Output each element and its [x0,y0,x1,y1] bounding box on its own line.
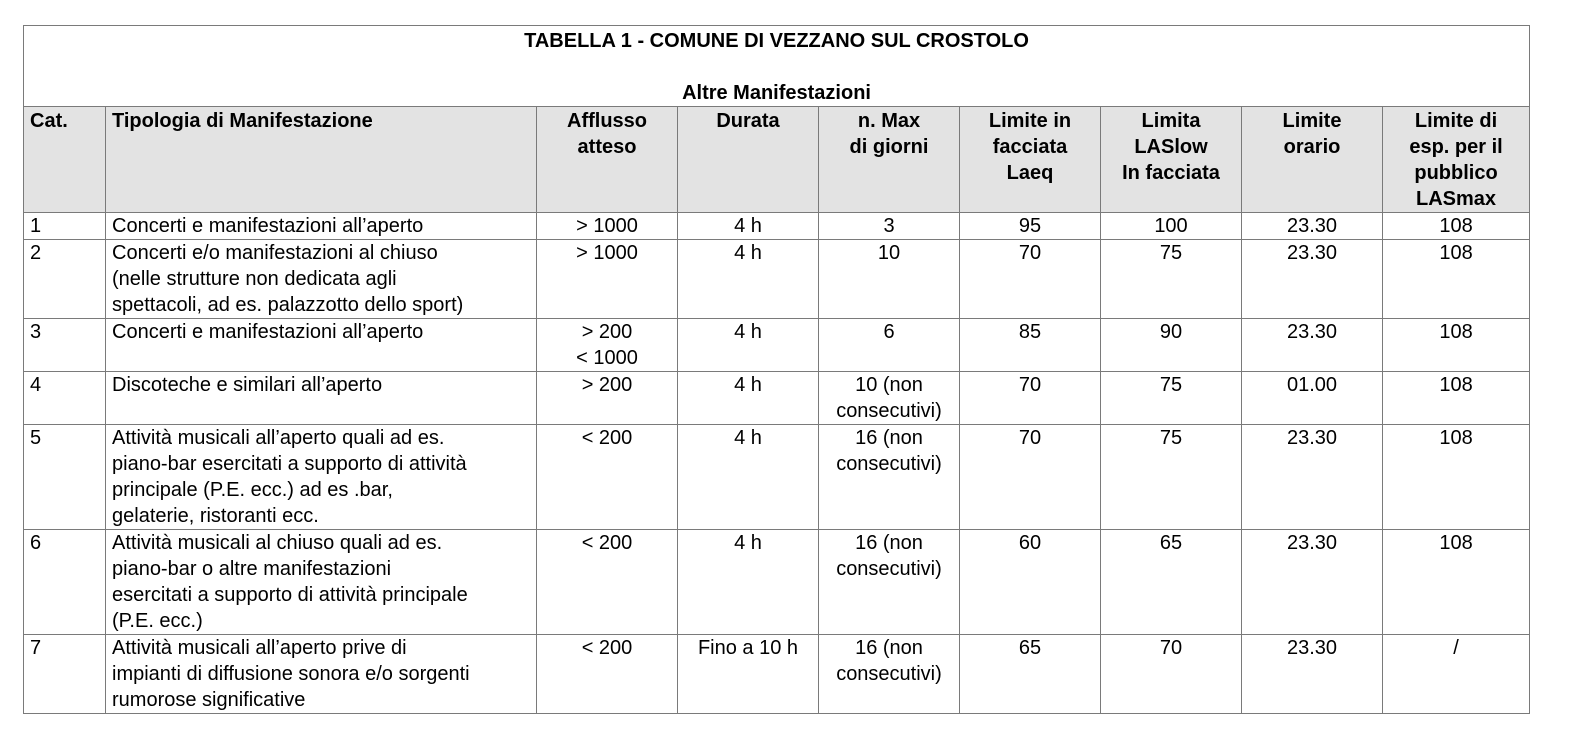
header-tipologia [106,107,537,213]
cell-orario: 23.30 [1242,319,1383,372]
table-row [24,635,1530,714]
header-line: Laeq [1006,162,1054,184]
cell-tipologia [106,213,537,240]
cell-afflusso [537,372,678,425]
cell-cat: 2 [24,240,106,319]
cell-tipologia [106,530,537,635]
header-line: Tipologia di Manifestazione [112,110,373,132]
cell-laeq: 95 [960,213,1101,240]
header-line: atteso [577,136,637,158]
cell-line: 16 (non [855,427,923,449]
cell-laslow: 75 [1101,372,1242,425]
cell-afflusso [537,240,678,319]
header-line: di giorni [849,136,929,158]
cell-line: 10 [877,242,901,264]
cell-durata: Fino a 10 h [678,635,819,714]
cell-line: (P.E. ecc.) [112,610,203,632]
cell-line: < 1000 [576,347,638,369]
cell-durata: 4 h [678,319,819,372]
cell-line: > 200 [581,321,633,343]
header-line: Afflusso [567,110,647,132]
cell-line: piano-bar esercitati a supporto di attività [112,453,467,475]
cell-cat: 7 [24,635,106,714]
cell-cat: 3 [24,319,106,372]
cell-line: > 1000 [576,242,638,264]
cell-afflusso [537,213,678,240]
table-title-cell [24,26,1530,107]
cell-laeq: 85 [960,319,1101,372]
cell-afflusso [537,425,678,530]
cell-line: (nelle strutture non dedicata agli [112,268,397,290]
header-line: LASmax [1416,188,1497,210]
table-row [24,425,1530,530]
cell-lasmax: 108 [1383,319,1530,372]
cell-cat: 6 [24,530,106,635]
cell-laslow: 75 [1101,240,1242,319]
cell-giorni [819,240,960,319]
cell-giorni [819,635,960,714]
header-line: esp. per il [1409,136,1503,158]
cell-line: 6 [883,321,895,343]
header-afflusso [537,107,678,213]
cell-line: Discoteche e similari all’aperto [112,374,383,396]
cell-orario: 23.30 [1242,213,1383,240]
cell-laslow: 65 [1101,530,1242,635]
header-line: Cat. [30,110,68,132]
cell-afflusso [537,635,678,714]
cell-laslow: 70 [1101,635,1242,714]
cell-line: Concerti e manifestazioni all’aperto [112,321,424,343]
cell-orario: 23.30 [1242,635,1383,714]
table-row [24,213,1530,240]
cell-line: < 200 [581,637,633,659]
cell-lasmax: 108 [1383,240,1530,319]
cell-orario: 01.00 [1242,372,1383,425]
cell-durata: 4 h [678,213,819,240]
cell-laeq: 60 [960,530,1101,635]
header-line: In facciata [1122,162,1220,184]
document-page [23,25,1529,714]
header-lasmax [1383,107,1530,213]
cell-line: 3 [883,215,895,237]
header-laeq [960,107,1101,213]
table-subtitle: Altre Manifestazioni [682,82,871,104]
table-row [24,240,1530,319]
cell-line: esercitati a supporto di attività principale [112,584,468,606]
cell-line: Attività musicali all’aperto prive di [112,637,407,659]
cell-line: > 200 [581,374,633,396]
cell-lasmax: 108 [1383,425,1530,530]
cell-line: 16 (non [855,532,923,554]
header-line: Limite in [988,110,1072,132]
cell-line: consecutivi) [836,453,942,475]
cell-giorni [819,213,960,240]
cell-line: rumorose significative [112,689,306,711]
cell-laeq: 70 [960,372,1101,425]
cell-tipologia [106,319,537,372]
cell-durata: 4 h [678,372,819,425]
cell-line: principale (P.E. ecc.) ad es .bar, [112,479,393,501]
cell-lasmax: / [1383,635,1530,714]
cell-line: Attività musicali al chiuso quali ad es. [112,532,443,554]
cell-tipologia [106,240,537,319]
cell-laslow: 90 [1101,319,1242,372]
header-line: LASlow [1134,136,1208,158]
cell-laeq: 70 [960,425,1101,530]
cell-line: > 1000 [576,215,638,237]
cell-afflusso [537,319,678,372]
cell-line: consecutivi) [836,663,942,685]
cell-durata: 4 h [678,425,819,530]
header-line: Durata [716,110,780,132]
cell-lasmax: 108 [1383,372,1530,425]
cell-tipologia [106,425,537,530]
table-row [24,372,1530,425]
cell-line: < 200 [581,427,633,449]
cell-line: consecutivi) [836,558,942,580]
cell-tipologia [106,635,537,714]
cell-laeq: 65 [960,635,1101,714]
cell-tipologia [106,372,537,425]
table-row [24,530,1530,635]
cell-cat: 5 [24,425,106,530]
header-line: facciata [992,136,1068,158]
header-cat [24,107,106,213]
cell-line: Concerti e manifestazioni all’aperto [112,215,424,237]
header-line: n. Max [857,110,921,132]
cell-afflusso [537,530,678,635]
header-line: Limite [1282,110,1342,132]
header-giorni [819,107,960,213]
cell-laslow: 75 [1101,425,1242,530]
cell-orario: 23.30 [1242,425,1383,530]
title-row [24,26,1530,107]
table-row [24,319,1530,372]
cell-cat: 4 [24,372,106,425]
cell-giorni [819,425,960,530]
header-laslow [1101,107,1242,213]
cell-line: Attività musicali all’aperto quali ad es. [112,427,445,449]
header-line: Limita [1141,110,1201,132]
cell-line: gelaterie, ristoranti ecc. [112,505,319,527]
header-row [24,107,1530,213]
cell-line: Concerti e/o manifestazioni al chiuso [112,242,438,264]
cell-giorni [819,319,960,372]
cell-lasmax: 108 [1383,530,1530,635]
cell-line: < 200 [581,532,633,554]
cell-cat: 1 [24,213,106,240]
header-line: orario [1283,136,1341,158]
cell-orario: 23.30 [1242,530,1383,635]
cell-line: spettacoli, ad es. palazzotto dello sport) [112,294,464,316]
cell-line: impianti di diffusione sonora e/o sorgenti [112,663,470,685]
cell-lasmax: 108 [1383,213,1530,240]
cell-orario: 23.30 [1242,240,1383,319]
cell-durata: 4 h [678,240,819,319]
cell-giorni [819,372,960,425]
limits-table [23,25,1530,714]
cell-laslow: 100 [1101,213,1242,240]
header-line: pubblico [1414,162,1498,184]
header-orario [1242,107,1383,213]
cell-line: 16 (non [855,637,923,659]
cell-laeq: 70 [960,240,1101,319]
cell-line: 10 (non [855,374,923,396]
table-body [24,213,1530,714]
header-durata [678,107,819,213]
table-title: TABELLA 1 - COMUNE DI VEZZANO SUL CROSTOLO [524,30,1029,52]
cell-giorni [819,530,960,635]
cell-line: piano-bar o altre manifestazioni [112,558,392,580]
cell-durata: 4 h [678,530,819,635]
header-line: Limite di [1414,110,1498,132]
cell-line: consecutivi) [836,400,942,422]
